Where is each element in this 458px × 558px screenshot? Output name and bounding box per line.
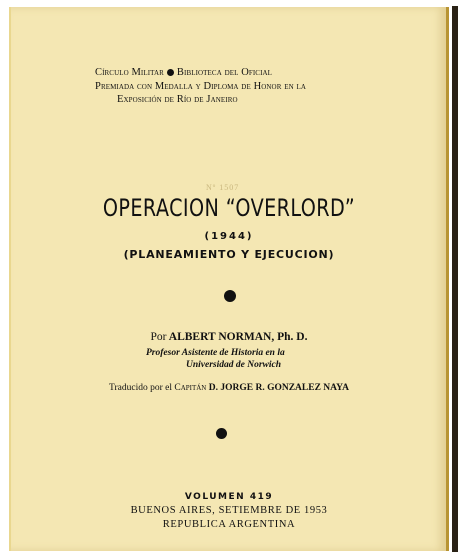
author-prefix: Por (150, 331, 167, 343)
book-title: OPERACION “OVERLORD” (102, 194, 356, 222)
translator-prefix: Traducido por el (109, 383, 172, 393)
header-line-1 (95, 66, 385, 80)
affiliation-line-2: Universidad de Norwich (186, 360, 281, 370)
volume-number: VOLUMEN 419 (184, 492, 274, 502)
imprint-city-date: BUENOS AIRES, SETIEMBRE DE 1953 (130, 505, 328, 516)
imprint-country: REPUBLICA ARGENTINA (162, 519, 296, 530)
book-year: (1944) (204, 231, 254, 242)
header-line-1-part-2: Biblioteca del Oficial (176, 67, 273, 78)
book-edge (452, 6, 458, 552)
translator-name: D. JORGE R. GONZALEZ NAYA (208, 383, 349, 393)
faint-stamp: Nº 1507 (206, 183, 240, 192)
publisher-header (95, 66, 385, 107)
author-affiliation (146, 347, 366, 371)
ornament-dot-icon (224, 290, 236, 302)
bullet-icon (167, 69, 174, 76)
imprint (0, 491, 458, 532)
header-line-3: Exposición de Río de Janeiro (117, 94, 238, 105)
translator-line (0, 383, 458, 393)
header-line-1-part-1: Círculo Militar (95, 67, 164, 78)
translator-rank: Capitán (174, 383, 207, 393)
ornament-dot-icon (216, 428, 227, 439)
header-line-2: Premiada con Medalla y Diploma de Honor en la (95, 80, 306, 92)
book-subtitle: (PLANEAMIENTO Y EJECUCION) (123, 248, 335, 261)
author-name: ALBERT NORMAN, Ph. D. (168, 331, 308, 343)
author-line (0, 331, 458, 343)
affiliation-line-1: Profesor Asistente de Historia en la (146, 348, 285, 358)
page-margin-left (0, 0, 9, 558)
